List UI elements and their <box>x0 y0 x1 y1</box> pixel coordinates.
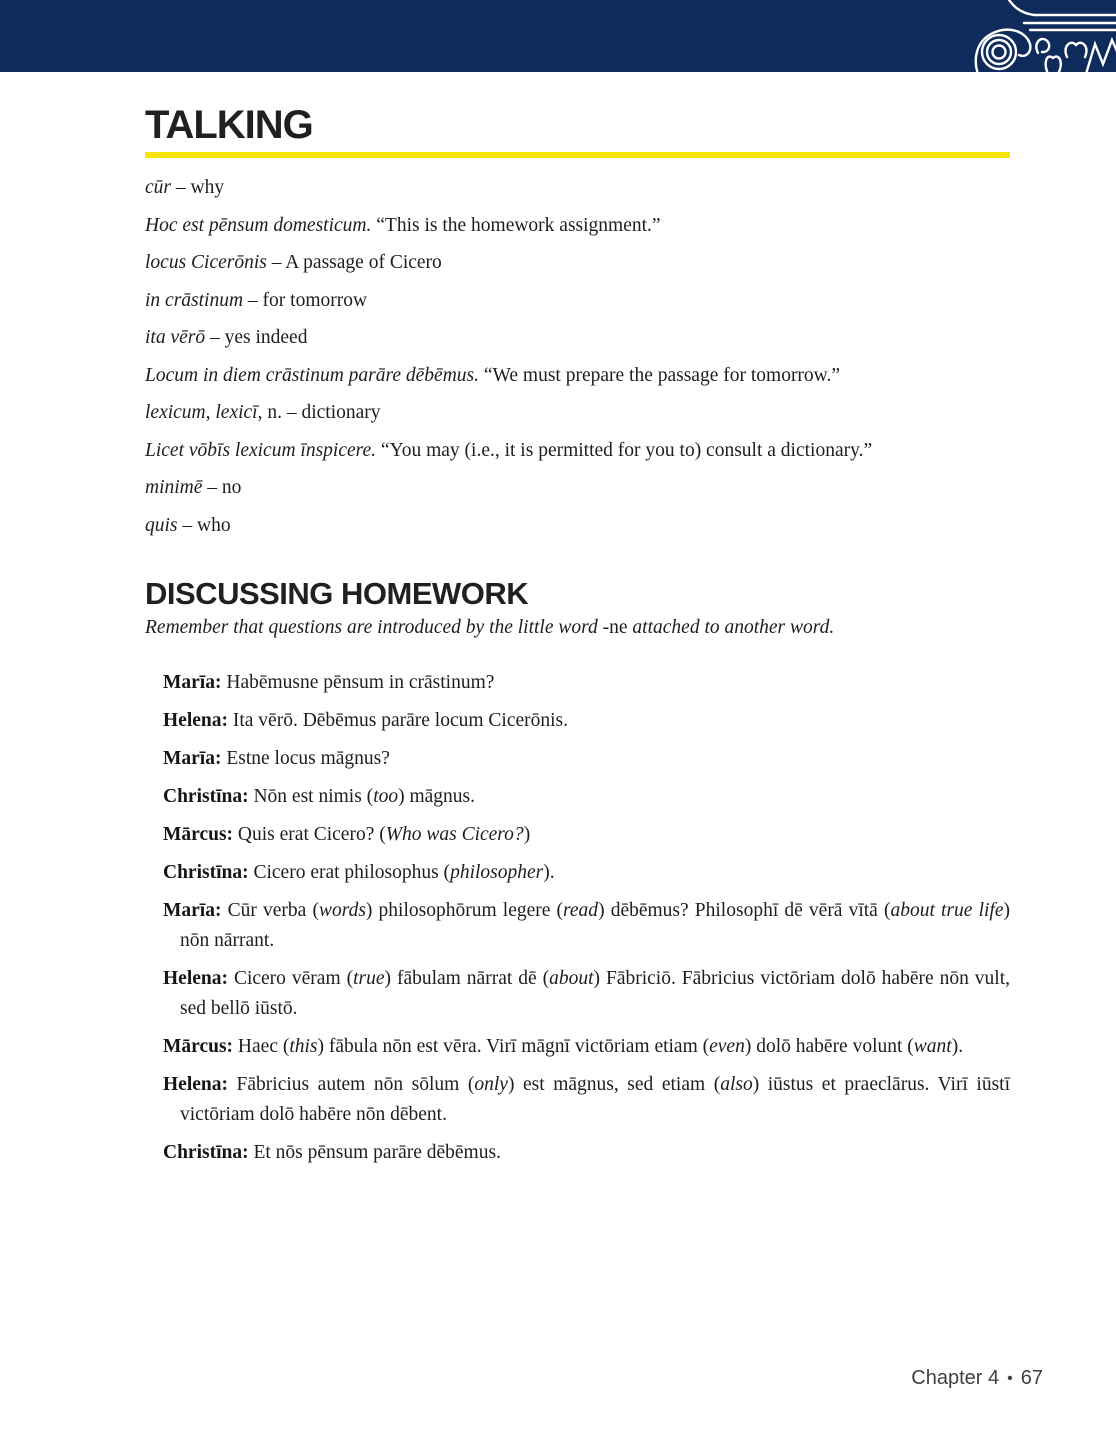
regular-text: ) iūstus et praeclārus. Virī iūstī victōriam dolō habēre nōn dēbent. <box>180 1073 1010 1125</box>
dialogue-line <box>163 964 1010 1024</box>
speaker-name: Helena: <box>163 709 228 731</box>
italic-text: locus Cicerōnis <box>145 252 267 273</box>
regular-text: ) fābulam nārrat dē ( <box>384 967 550 989</box>
regular-text: ) dolō habēre volunt ( <box>744 1035 914 1057</box>
regular-text: ) māgnus. <box>398 785 476 807</box>
vocab-list <box>145 175 1010 538</box>
speaker-name: Marīa: <box>163 747 222 769</box>
italic-text: minimē <box>145 477 203 498</box>
dialogue-line <box>163 668 1010 698</box>
dialogue-line <box>163 782 1010 812</box>
italic-text: true <box>353 967 385 989</box>
regular-text: “We must prepare the passage for tomorrow.” <box>479 364 841 386</box>
regular-text: Et nōs pēnsum parāre dēbēmus. <box>253 1141 501 1163</box>
dialogue-line <box>163 858 1010 888</box>
dialogue-line <box>163 820 1010 850</box>
regular-text: Haec ( <box>237 1035 290 1057</box>
speaker-name: Helena: <box>163 967 228 989</box>
regular-text: Cicero vēram ( <box>233 967 354 989</box>
dialogue-line <box>163 744 1010 774</box>
regular-text: ) Fābriciō. Fābricius victōriam dolō habēre nōn vult, sed bellō iūstō. <box>180 967 1011 1019</box>
speaker-name: Mārcus: <box>163 1035 234 1057</box>
regular-text: – why <box>171 177 225 198</box>
regular-text: ) est māgnus, sed etiam ( <box>507 1073 721 1095</box>
vocab-entry <box>145 250 1010 275</box>
italic-text: quis <box>145 514 178 536</box>
italic-text: Locum in diem crāstinum parāre dēbēmus. <box>145 364 479 386</box>
italic-text: Remember that questions are introduced by the little word <box>145 616 603 638</box>
regular-text: ). <box>951 1035 964 1057</box>
regular-text: “This is the homework assignment.” <box>371 214 661 236</box>
regular-text: Cicero erat philosophus ( <box>253 861 451 883</box>
regular-text: ) <box>523 823 531 845</box>
page-number: 67 <box>1020 1367 1043 1389</box>
speaker-name: Helena: <box>163 1073 228 1095</box>
italic-text: Licet vōbīs lexicum īnspicere. <box>145 439 377 461</box>
speaker-name: Marīa: <box>163 899 222 921</box>
italic-text: only <box>474 1073 508 1095</box>
speaker-name: Christīna: <box>163 785 249 807</box>
dialogue-line <box>163 896 1010 956</box>
regular-text: – yes indeed <box>205 327 308 348</box>
italic-text: cūr <box>145 177 171 198</box>
regular-text: Cūr verba ( <box>227 899 319 921</box>
regular-text: ). <box>543 861 555 883</box>
regular-text: Ita vērō. Dēbēmus parāre locum Cicerōnis. <box>232 709 569 731</box>
regular-text: ) dēbēmus? Philosophī dē vērā vītā ( <box>598 899 891 921</box>
dialogue-line <box>163 1070 1010 1130</box>
italic-text: this <box>289 1035 318 1057</box>
top-banner <box>0 0 1116 72</box>
italic-text: too <box>373 785 399 807</box>
regular-text: – A passage of Cicero <box>266 252 442 273</box>
speaker-name: Marīa: <box>163 671 222 693</box>
yellow-rule <box>145 152 1010 158</box>
regular-text: ) philosophōrum legere ( <box>365 899 564 921</box>
dialogue-line <box>163 706 1010 736</box>
italic-text: about <box>549 967 594 989</box>
italic-text: about true life <box>890 899 1004 921</box>
regular-text: – no <box>202 477 242 498</box>
vocab-entry <box>145 213 1010 238</box>
regular-text: Habēmusne pēnsum in crāstinum? <box>226 671 495 693</box>
italic-text: words <box>318 899 366 921</box>
vocab-entry <box>145 400 1010 425</box>
italic-text: ita vērō <box>145 327 206 348</box>
speaker-name: Christīna: <box>163 861 249 883</box>
italic-text: lexicum, lexicī <box>145 402 258 423</box>
italic-text: also <box>720 1073 753 1095</box>
vocab-entry <box>145 363 1010 388</box>
regular-text: Nōn est nimis ( <box>253 785 374 807</box>
italic-text: Who was Cicero? <box>385 823 524 845</box>
homework-intro <box>145 615 1010 641</box>
dialogue-list <box>163 668 1010 1168</box>
italic-text: Hoc est pēnsum domesticum. <box>145 214 372 236</box>
vocab-entry <box>145 325 1010 350</box>
regular-text: – who <box>177 514 231 536</box>
italic-text: read <box>563 899 599 921</box>
speaker-name: Mārcus: <box>163 823 234 845</box>
page-footer <box>911 1367 1043 1390</box>
italic-text: attached to another word. <box>627 616 835 638</box>
vocab-entry <box>145 438 1010 463</box>
regular-text: ) fābula nōn est vēra. Virī māgnī victōriam etiam ( <box>317 1035 710 1057</box>
regular-text: – for tomorrow <box>243 289 368 311</box>
regular-text: Estne locus māgnus? <box>226 747 390 769</box>
regular-text: -ne <box>602 616 628 638</box>
dialogue-line <box>163 1138 1010 1168</box>
regular-text: , n. – dictionary <box>257 402 381 423</box>
vocab-entry <box>145 475 1010 500</box>
regular-text: Fābricius autem nōn sōlum ( <box>236 1073 475 1095</box>
italic-text: in crāstinum <box>145 289 244 311</box>
footer-bullet: • <box>1007 1370 1013 1387</box>
page-content <box>0 105 1116 1168</box>
section-title-talking: TALKING <box>145 103 313 147</box>
vocab-entry <box>145 513 1010 538</box>
regular-text: ) nōn nārrant. <box>180 899 1010 951</box>
italic-text: philosopher <box>450 861 544 883</box>
dialogue-line <box>163 1032 1010 1062</box>
regular-text: Quis erat Cicero? ( <box>237 823 386 845</box>
speaker-name: Christīna: <box>163 1141 249 1163</box>
italic-text: even <box>709 1035 745 1057</box>
vocab-entry <box>145 175 1010 200</box>
section-title-discussing-homework: DISCUSSING HOMEWORK <box>145 575 529 611</box>
ionic-column-capital-icon <box>974 0 1116 72</box>
regular-text: “You may (i.e., it is permitted for you to) consult a dictionary.” <box>376 439 873 461</box>
vocab-entry <box>145 288 1010 313</box>
chapter-label: Chapter 4 <box>911 1367 1000 1389</box>
italic-text: want <box>913 1035 952 1057</box>
